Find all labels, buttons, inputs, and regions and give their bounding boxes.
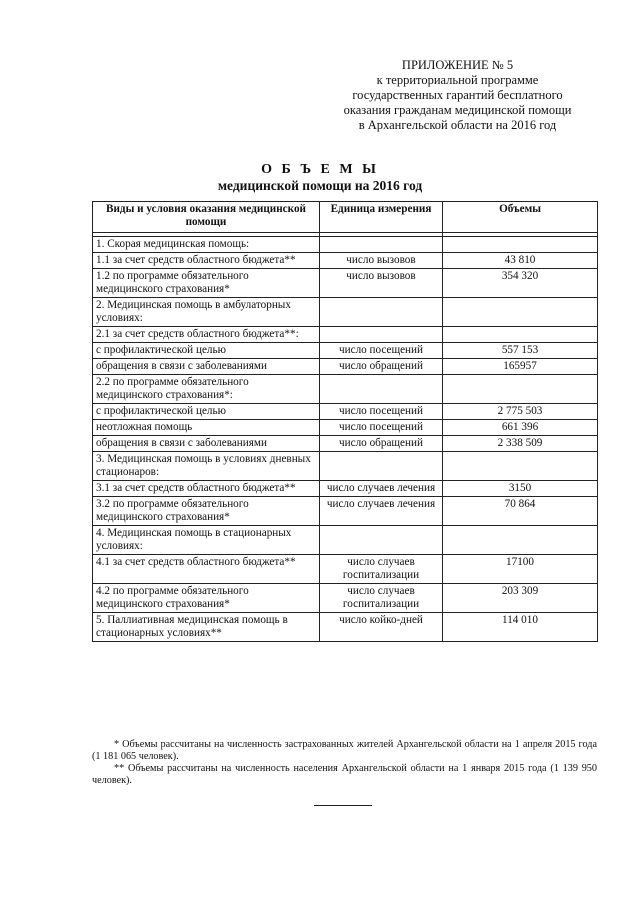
appendix-line: оказания гражданам медицинской помощи [343, 103, 572, 117]
appendix-line: в Архангельской области на 2016 год [358, 118, 557, 132]
table-row [93, 497, 598, 526]
volume-cell [443, 237, 598, 253]
table-row [93, 526, 598, 555]
footnote-insured: * Объемы рассчитаны на численность застрахованных жителей Архангельской области на 1 апреля 2015 года (1 181 065 человек). [92, 739, 597, 762]
care-type-cell: 1.1 за счет средств областного бюджета** [93, 253, 320, 269]
table-row [93, 269, 598, 298]
care-type-cell: 3.2 по программе обязательного медицинского страхования* [93, 497, 320, 526]
volume-cell: 114 010 [443, 613, 598, 642]
care-type-cell: 5. Паллиативная медицинская помощь в стационарных условиях** [93, 613, 320, 642]
unit-cell: число посещений [320, 404, 443, 420]
table-row [93, 375, 598, 404]
table-row [93, 327, 598, 343]
document-subtitle: медицинской помощи на 2016 год [217, 178, 423, 193]
care-type-cell: с профилактической целью [93, 343, 320, 359]
care-type-cell: обращения в связи с заболеваниями [93, 359, 320, 375]
header-unit: Единица измерения [320, 202, 443, 233]
appendix-line: к территориальной программе [376, 73, 539, 87]
unit-cell: число вызовов [320, 253, 443, 269]
volume-cell [443, 375, 598, 404]
volume-cell [443, 526, 598, 555]
volume-cell: 661 396 [443, 420, 598, 436]
volume-cell [443, 327, 598, 343]
care-type-cell: 2.2 по программе обязательного медицинского страхования*: [93, 375, 320, 404]
care-type-cell: 4. Медицинская помощь в стационарных условиях: [93, 526, 320, 555]
care-type-cell: обращения в связи с заболеваниями [93, 436, 320, 452]
unit-cell [320, 237, 443, 253]
volume-cell: 17100 [443, 555, 598, 584]
table-row [93, 253, 598, 269]
table-row [93, 237, 598, 253]
table-row [93, 436, 598, 452]
document-title: О Б Ъ Е М Ы [261, 162, 379, 177]
care-type-cell: 3.1 за счет средств областного бюджета** [93, 481, 320, 497]
unit-cell [320, 526, 443, 555]
table-row [93, 420, 598, 436]
unit-cell [320, 298, 443, 327]
table-row [93, 452, 598, 481]
care-type-cell: 1.2 по программе обязательного медицинского страхования* [93, 269, 320, 298]
table-row [93, 298, 598, 327]
table-header [93, 202, 598, 237]
volume-cell: 70 864 [443, 497, 598, 526]
volume-cell: 557 153 [443, 343, 598, 359]
table-row [93, 584, 598, 613]
appendix-header [330, 58, 585, 133]
volumes-table [92, 201, 598, 642]
care-type-cell: 2.1 за счет средств областного бюджета**: [93, 327, 320, 343]
care-type-cell: 2. Медицинская помощь в амбулаторных условиях: [93, 298, 320, 327]
unit-cell: число случаев лечения [320, 481, 443, 497]
volume-cell: 2 775 503 [443, 404, 598, 420]
unit-cell: число случаев лечения [320, 497, 443, 526]
unit-cell: число обращений [320, 359, 443, 375]
table-body [93, 237, 598, 642]
footnotes [92, 739, 597, 787]
volume-cell [443, 298, 598, 327]
unit-cell [320, 327, 443, 343]
volume-cell [443, 452, 598, 481]
footnote-population: ** Объемы рассчитаны на численность населения Архангельской области на 1 января 2015 года (1 139 950 человек). [92, 763, 597, 786]
table-row [93, 481, 598, 497]
unit-cell: число случаев госпитализации [320, 555, 443, 584]
unit-cell: число койко-дней [320, 613, 443, 642]
care-type-cell: 4.2 по программе обязательного медицинского страхования* [93, 584, 320, 613]
unit-cell: число обращений [320, 436, 443, 452]
care-type-cell: неотложная помощь [93, 420, 320, 436]
table-row [93, 359, 598, 375]
care-type-cell: с профилактической целью [93, 404, 320, 420]
header-volume: Объемы [443, 202, 598, 233]
appendix-line: государственных гарантий бесплатного [352, 88, 563, 102]
unit-cell: число посещений [320, 420, 443, 436]
volume-cell: 3150 [443, 481, 598, 497]
unit-cell [320, 375, 443, 404]
closing-rule [314, 805, 372, 806]
appendix-line: ПРИЛОЖЕНИЕ № 5 [401, 58, 514, 72]
table-row [93, 343, 598, 359]
table-row [93, 555, 598, 584]
care-type-cell: 3. Медицинская помощь в условиях дневных стационаров: [93, 452, 320, 481]
care-type-cell: 1. Скорая медицинская помощь: [93, 237, 320, 253]
table-row [93, 404, 598, 420]
volume-cell: 203 309 [443, 584, 598, 613]
volume-cell: 165957 [443, 359, 598, 375]
unit-cell: число случаев госпитализации [320, 584, 443, 613]
care-type-cell: 4.1 за счет средств областного бюджета** [93, 555, 320, 584]
unit-cell [320, 452, 443, 481]
table-row [93, 613, 598, 642]
header-care-type: Виды и условия оказания медицинской помощи [93, 202, 320, 233]
volume-cell: 354 320 [443, 269, 598, 298]
volume-cell: 43 810 [443, 253, 598, 269]
unit-cell: число вызовов [320, 269, 443, 298]
volume-cell: 2 338 509 [443, 436, 598, 452]
unit-cell: число посещений [320, 343, 443, 359]
